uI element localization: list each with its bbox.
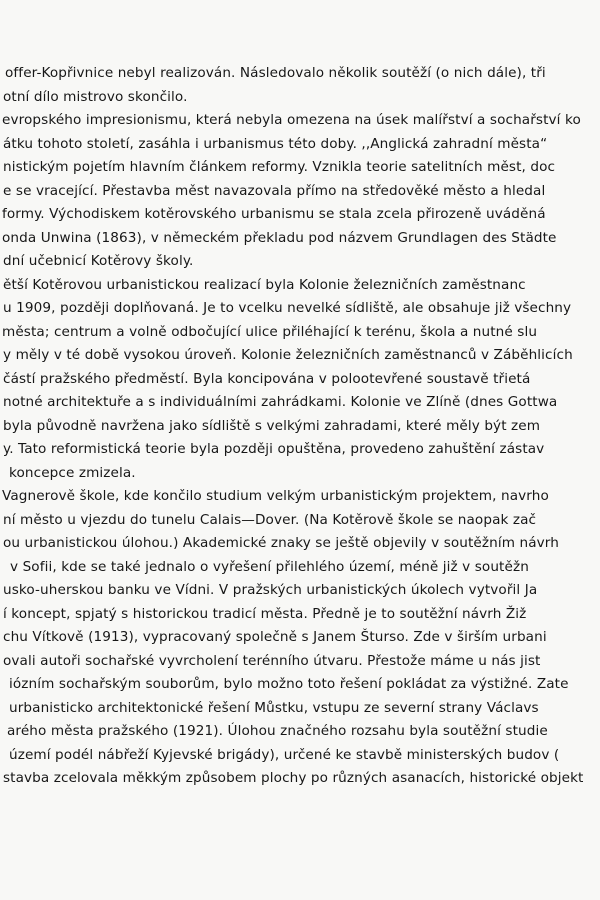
text-line: í koncept, spjatý s historickou tradicí města. Předně je to soutěžní návrh Žiž: [3, 605, 527, 622]
text-line: iózním sochařským souborům, bylo možno toto řešení pokládat za výstižné. Zate: [9, 676, 569, 692]
text-line: otní dílo mistrovo skončilo.: [3, 88, 188, 105]
text-line: notné architektuře a s individuálními zahrádkami. Kolonie ve Zlíně (dnes Gottwa: [3, 394, 558, 410]
text-line: onda Unwina (1863), v německém překladu pod názvem Grundlagen des Städte: [2, 229, 557, 246]
text-line: částí pražského předměstí. Byla koncipována v polootevřené soustavě třietá: [3, 370, 531, 387]
text-line: arého města pražského (1921). Úlohou značného rozsahu byla soutěžní studie: [7, 723, 548, 739]
text-line: chu Vítkově (1913), vypracovaný společně s Janem Šturso. Zde v širším urbani: [3, 629, 547, 645]
text-line: města; centrum a volně odbočující ulice přiléhající k terénu, škola a nutné slu: [2, 323, 538, 340]
text-line: urbanisticko architektonické řešení Můstku, vstupu ze severní strany Václavs: [9, 699, 539, 716]
text-line: území podél nábřeží Kyjevské brigády), určené ke stavbě ministerských budov (: [9, 746, 560, 763]
text-line: ovali autoři sochařské vyvrcholení terénního útvaru. Přestože máme u nás jist: [3, 652, 541, 669]
text-line: átku tohoto století, zasáhla i urbanismus této doby. ,,Anglická zahradní města“: [3, 135, 548, 152]
text-block: [0, 62, 600, 791]
text-line: v Sofii, kde se také jednalo o vyřešení přilehlého území, méně již v soutěžn: [10, 558, 529, 575]
text-line: koncepce zmizela.: [9, 464, 136, 481]
text-line: ětší Kotěrovou urbanistickou realizací byla Kolonie železničních zaměstnanc: [3, 276, 526, 293]
text-line: e se vracející. Přestavba měst navazovala přímo na středověké město a hledal: [3, 182, 546, 199]
text-line: stavba zcelovala měkkým způsobem plochy po různých asanacích, historické objekt: [3, 770, 584, 786]
text-line: byla původně navržena jako sídliště s velkými zahradami, které měly být zem: [3, 417, 541, 434]
text-line: dní učebnicí Kotěrovy školy.: [3, 253, 194, 269]
text-line: offer-Kopřivnice nebyl realizován. Následovalo několik soutěží (o nich dále), tři: [5, 65, 546, 81]
text-line: u 1909, později doplňovaná. Je to vcelku nevelké sídliště, ale obsahuje již všechny: [3, 300, 572, 316]
text-line: y měly v té době vysokou úroveň. Kolonie železničních zaměstnanců v Záběhlicích: [3, 347, 573, 363]
text-line: y. Tato reformistická teorie byla později opuštěna, provedeno zahuštění zástav: [3, 441, 545, 457]
text-line: formy. Východiskem kotěrovského urbanismu se stala zcela přirozeně uváděná: [2, 206, 546, 222]
text-line: usko-uherskou banku ve Vídni. V pražských urbanistických úkolech vytvořil Ja: [3, 582, 538, 598]
text-line: ní město u vjezdu do tunelu Calais—Dover. (Na Kotěrově škole se naopak zač: [3, 511, 537, 528]
text-line: nistickým pojetím hlavním článkem reformy. Vznikla teorie satelitních měst, doc: [3, 159, 556, 175]
text-line: Vagnerově škole, kde končilo studium velkým urbanistickým projektem, navrho: [2, 488, 549, 504]
text-line: evropského impresionismu, která nebyla omezena na úsek malířství a sochařství ko: [2, 112, 581, 128]
text-line: ou urbanistickou úlohou.) Akademické znaky se ještě objevily v soutěžním návrh: [3, 535, 559, 551]
